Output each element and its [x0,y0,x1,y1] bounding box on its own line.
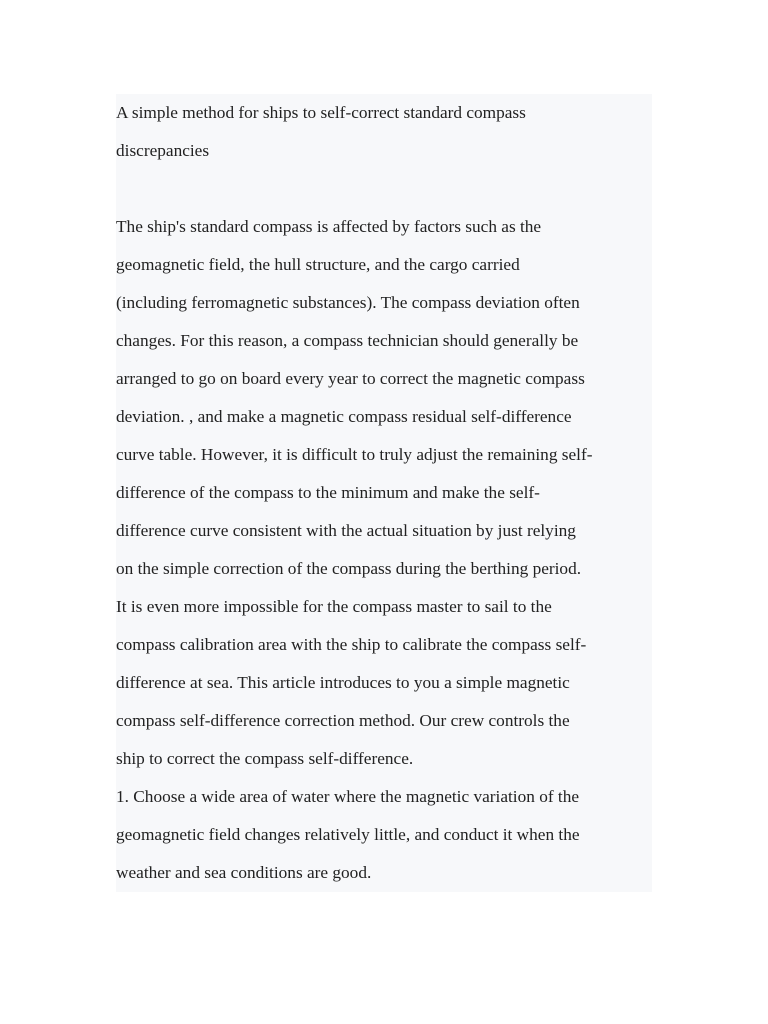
paragraph-line: (including ferromagnetic substances). The compass deviation often [116,293,580,312]
paragraph-line: curve table. However, it is difficult to truly adjust the remaining self- [116,445,593,464]
title-line: A simple method for ships to self-correct standard compass [116,103,526,122]
step-line: weather and sea conditions are good. [116,863,372,882]
title-line: discrepancies [116,141,210,160]
paragraph-spacer [116,170,656,208]
intro-paragraph [116,208,656,778]
paragraph-line: compass self-difference correction method. Our crew controls the [116,711,570,730]
paragraph-line: on the simple correction of the compass during the berthing period. [116,559,582,578]
step-line: 1. Choose a wide area of water where the magnetic variation of the [116,787,580,806]
paragraph-line: difference of the compass to the minimum and make the self- [116,483,540,502]
paragraph-line: compass calibration area with the ship to calibrate the compass self- [116,635,587,654]
paragraph-line: difference at sea. This article introduces to you a simple magnetic [116,673,570,692]
step-1-paragraph [116,778,656,892]
step-line: geomagnetic field changes relatively little, and conduct it when the [116,825,580,844]
paragraph-line: ship to correct the compass self-difference. [116,749,414,768]
document-body [116,94,656,892]
paragraph-line: geomagnetic field, the hull structure, and the cargo carried [116,255,520,274]
paragraph-line: difference curve consistent with the actual situation by just relying [116,521,576,540]
paragraph-line: It is even more impossible for the compass master to sail to the [116,597,552,616]
paragraph-line: deviation. , and make a magnetic compass residual self-difference [116,407,572,426]
paragraph-line: changes. For this reason, a compass technician should generally be [116,331,579,350]
paragraph-line: arranged to go on board every year to correct the magnetic compass [116,369,585,388]
paragraph-line: The ship's standard compass is affected by factors such as the [116,217,542,236]
document-title [116,94,656,170]
